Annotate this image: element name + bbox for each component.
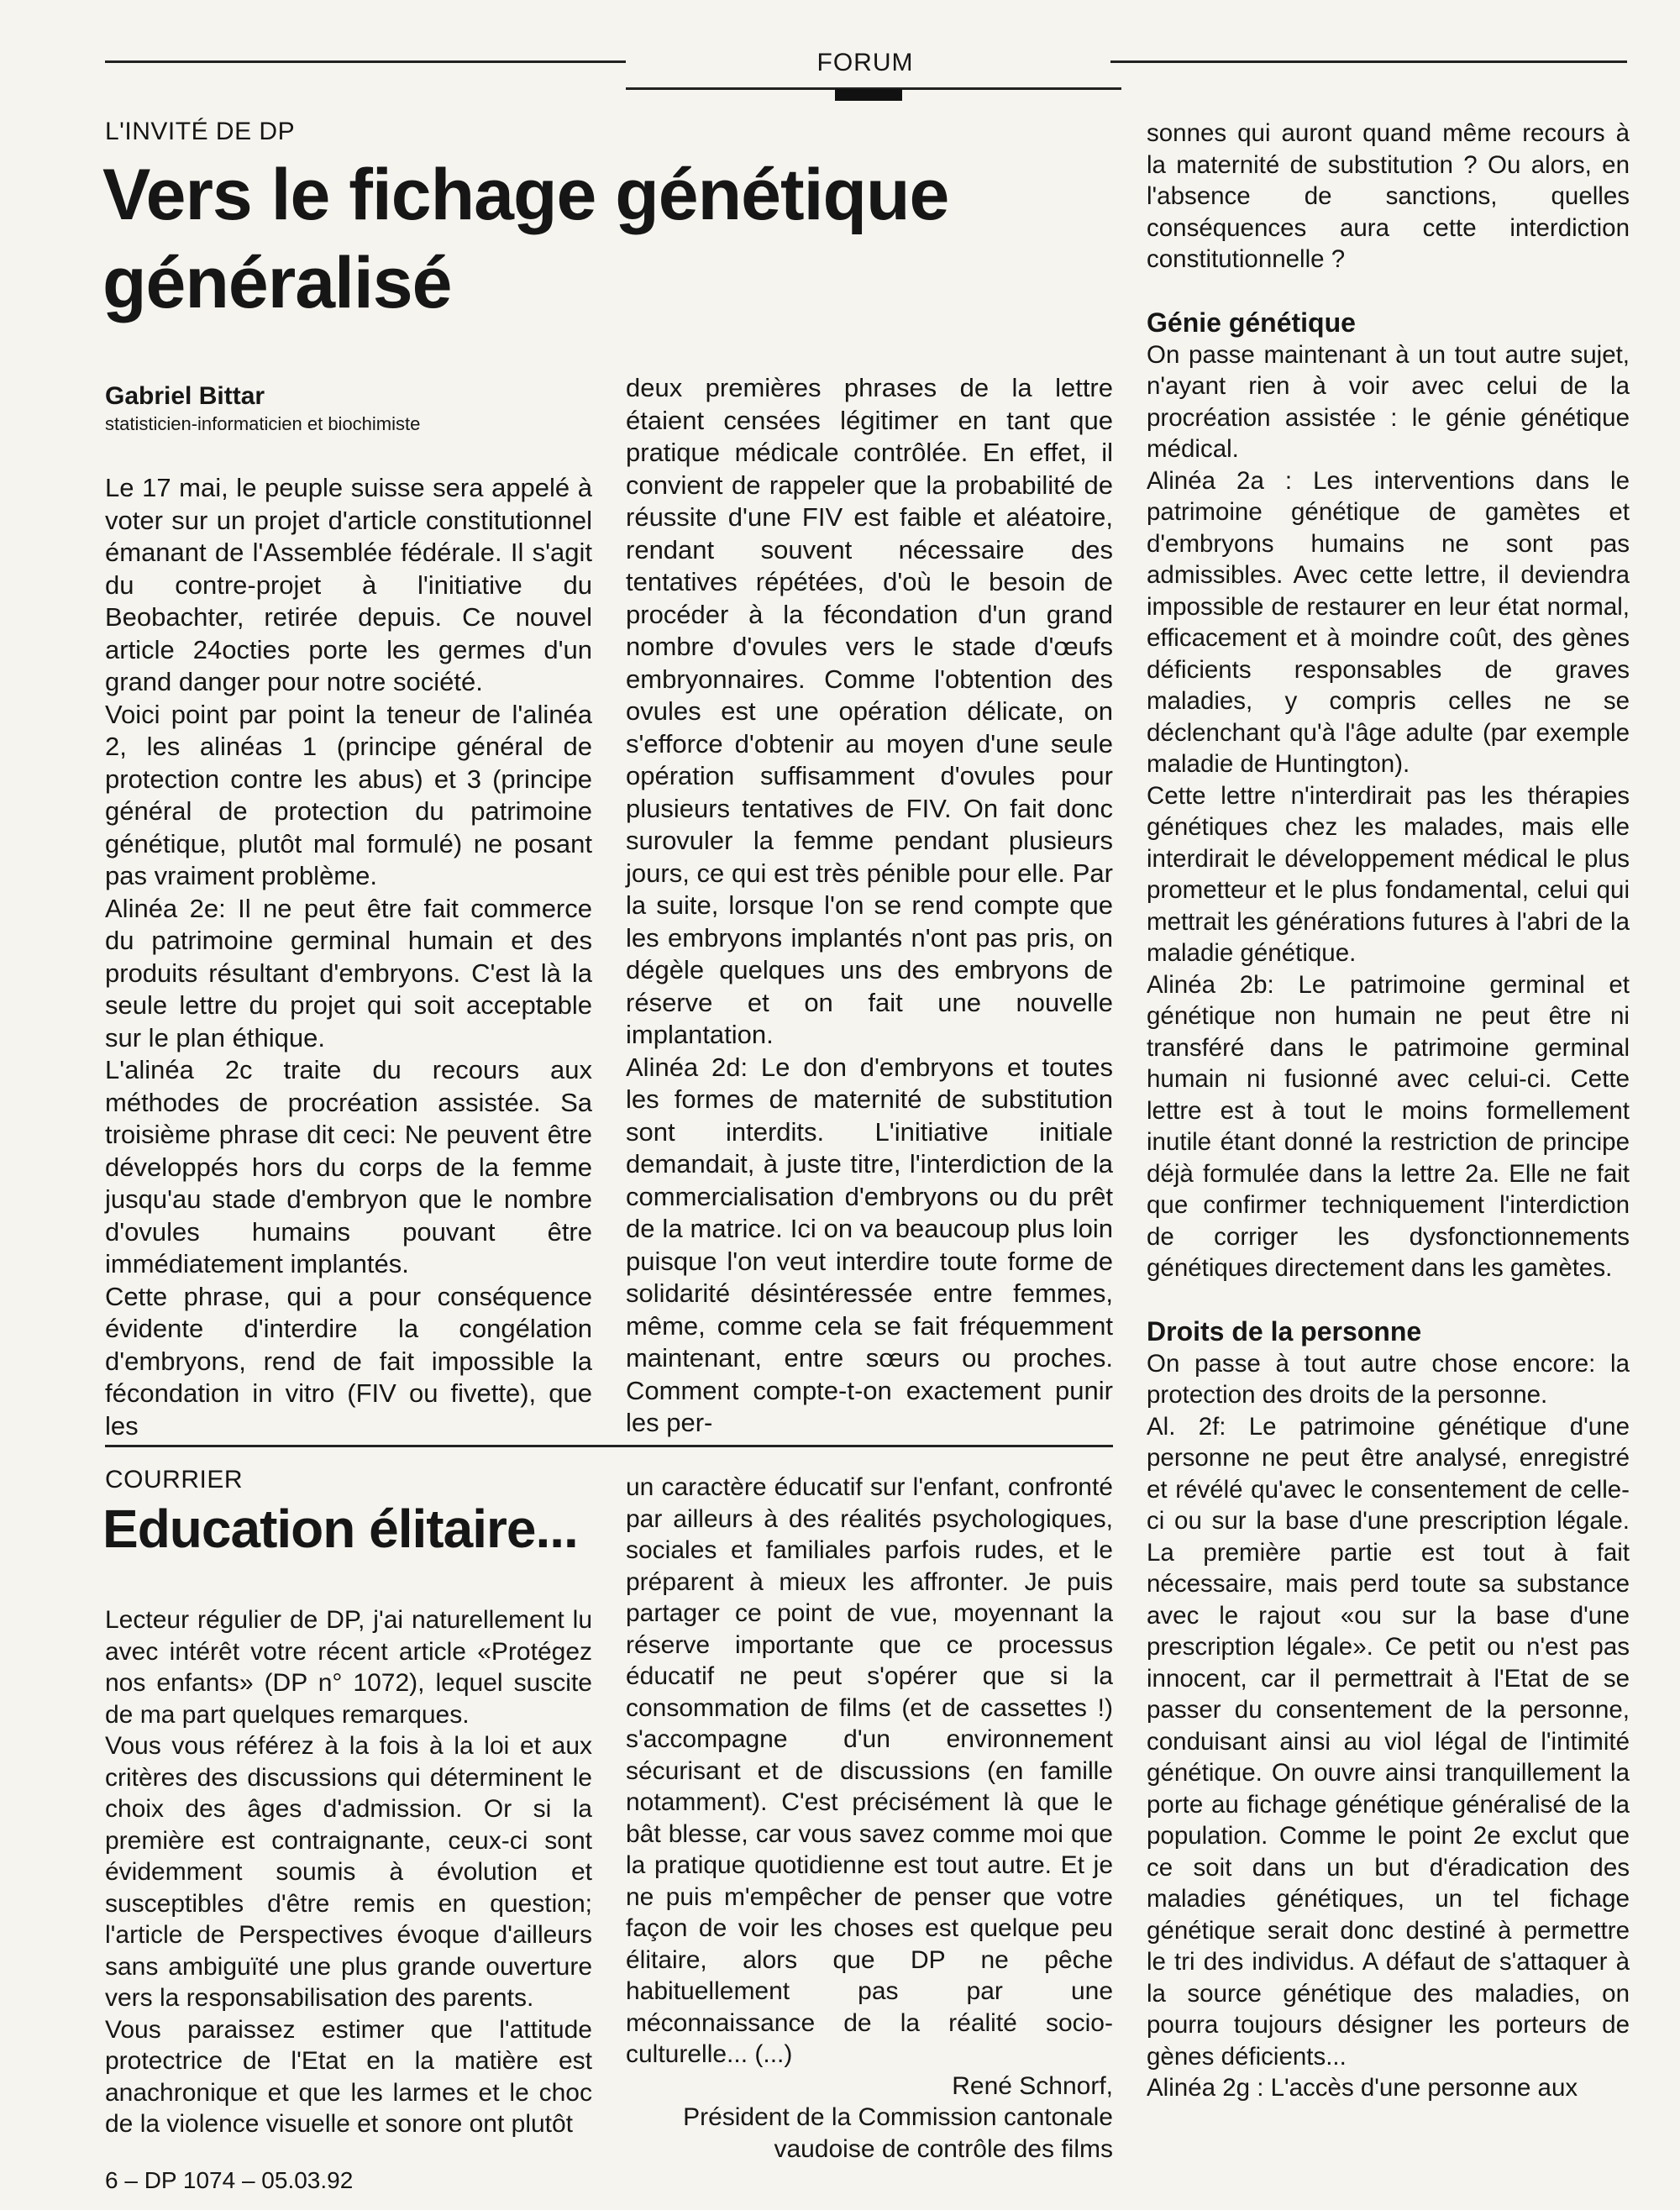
paragraph: deux premières phrases de la lettre étaient censées légitimer en tant que pratique médicale contrôlée. En effet, il convient de rappeler que la probabilité de réussite d'une FIV est faible et aléatoire, rendant souvent nécessaire des tentatives répétées, d'où le besoin de procéder à la fécondation d'un grand nombre d'ovules vers le stade d'œufs embryonnaires. Comme l'obtention des ovules est une opération délicate, on s'efforce d'obtenir au moyen d'une seule opération suffisamment d'ovules pour plusieurs tentatives de FIV. On fait donc surovuler la femme pendant plusieurs jours, ce qui est très pénible pour elle. Par la suite, lorsque l'on se rend compte que les embryons implantés n'ont pas pris, on dégèle quelques uns des embryons de réserve et on fait une nouvelle implantation. [626, 373, 1113, 1049]
paragraph: Cette phrase, qui a pour conséquence évidente d'interdire la congélation d'embryons, rend de fait impossible la fécondation in vitro (FIV ou fivette), que les [105, 1281, 592, 1441]
paragraph: un caractère éducatif sur l'enfant, confronté par ailleurs à des réalités psychologiques, sociales et familiales parfois rudes, et le préparent à mieux les affronter. Je puis partager ce point de vue, moyennant la réserve importante que ce processus éducatif ne peut s'opérer que si la consommation de films (et de cassettes !) s'accompagne d'un environnement sécurisant et de discussions (en famille notamment). C'est précisément là que le bât blesse, car vous savez comme moi que la pratique quotidienne est tout autre. Et je ne puis m'empêcher de penser que votre façon de voir les choses est quelque peu élitaire, alors que DP ne pêche habituellement pas par une méconnaissance de la réalité socio-culturelle... (...) [626, 1473, 1113, 2068]
article-title-line-1: Vers le fichage génétique [102, 155, 949, 235]
article2-column-2 [626, 1472, 1113, 2165]
paragraph: sonnes qui auront quand même recours à la maternité de substitution ? Ou alors, en l'absence de sanctions, quelles conséquences aura cette interdiction constitutionnelle ? [1147, 119, 1630, 273]
article-title [102, 151, 948, 328]
author-name: Gabriel Bittar [105, 382, 265, 410]
subheading-genie-genetique: Génie génétique [1147, 307, 1356, 338]
author-role: statisticien-informaticien et biochimiste [105, 413, 421, 434]
article-separator [105, 1445, 1113, 1447]
article1-column-2 [626, 372, 1113, 1440]
paragraph: Voici point par point la teneur de l'alinéa 2, les alinéas 1 (principe général de protection contre les abus) et 3 (principe général de protection du patrimoine génétique, plutôt mal formulé) ne posant pas vraiment problème. [105, 699, 592, 890]
section-label: FORUM [816, 49, 914, 76]
signature-name: René Schnorf, [952, 2071, 1113, 2100]
paragraph: Alinéa 2a : Les interventions dans le patrimoine génétique de gamètes et d'embryons humains ne sont pas admissibles. Avec cette lettre, il deviendra impossible de restaurer en leur état normal, efficacement et à moindre coût, des gènes déficients responsables de graves maladies, y compris celles ne se déclenchant qu'à l'âge adulte (par exemple maladie de Huntington). [1147, 466, 1630, 778]
page-footer: 6 – DP 1074 – 05.03.92 [105, 2167, 354, 2193]
paragraph: Alinéa 2e: Il ne peut être fait commerce du patrimoine germinal humain et des produits résultant d'embryons. C'est là la seule lettre du projet qui soit acceptable sur le plan éthique. [105, 893, 592, 1053]
article1-column-3 [1147, 118, 1630, 2104]
paragraph: Alinéa 2d: Le don d'embryons et toutes les formes de maternité de substitution sont interdits. L'initiative initiale demandait, à juste titre, l'interdiction de la commercialisation d'embryons ou du prêt de la matrice. Ici on va beaucoup plus loin puisque l'on veut interdire toute forme de solidarité désintéressée entre femmes, même, comme cela se fait fréquemment maintenant, entre sœurs ou proches. Comment compte-t-on exactement punir les per- [626, 1052, 1113, 1437]
paragraph: Cette lettre n'interdirait pas les thérapies génétiques chez les malades, mais elle interdirait le développement médical le plus prometteur et le plus fondamental, celui qui mettrait les générations futures à l'abri de la maladie génétique. [1147, 781, 1630, 967]
paragraph: L'alinéa 2c traite du recours aux méthodes de procréation assistée. Sa troisième phrase dit ceci: Ne peuvent être développés hors du corps de la femme jusqu'au stade d'embryon que le nombre d'ovules humains pouvant être immédiatement implantés. [105, 1055, 592, 1278]
article1-column-1 [105, 472, 592, 1442]
paragraph: Alinéa 2g : L'accès d'une personne aux [1147, 2074, 1578, 2102]
signature-title-line-2: vaudoise de contrôle des films [774, 2134, 1113, 2163]
signature-title-line-1: Président de la Commission cantonale [683, 2103, 1113, 2131]
paragraph: Vous vous référez à la fois à la loi et aux critères des discussions qui déterminent le choix des âges d'admission. Or si la première est contraignante, ceux-ci sont évidemment soumis à évolution et susceptibles d'être remis en question; l'article de Perspectives évoque d'ailleurs sans ambiguïté une plus grande ouverture vers la responsabilisation des parents. [105, 1732, 592, 2012]
article-kicker: L'INVITÉ DE DP [105, 118, 296, 145]
paragraph: On passe maintenant à un tout autre sujet, n'ayant rien à voir avec celui de la procréation assistée : le génie génétique médical. [1147, 340, 1630, 463]
paragraph: Alinéa 2b: Le patrimoine germinal et génétique non humain ne peut être ni transféré dans le patrimoine germinal humain ni fusionné avec celui-ci. Cette lettre est à tout le moins formellement inutile étant donné la restriction de principe déjà formulée dans la lettre 2a. Elle ne fait que confirmer techniquement l'interdiction de corriger les dysfonctionnements génétiques directement dans les gamètes. [1147, 970, 1630, 1282]
courrier-title: Education élitaire... [102, 1499, 578, 1559]
paragraph: Vous paraissez estimer que l'attitude protectrice de l'Etat en la matière est anachronique et que les larmes et le choc de la violence visuelle et sonore ont plutôt [105, 2015, 592, 2138]
paragraph: Lecteur régulier de DP, j'ai naturellement lu avec intérêt votre récent article «Protégez nos enfants» (DP n° 1072), lequel suscite de ma part quelques remarques. [105, 1606, 592, 1729]
article2-column-1 [105, 1604, 592, 2140]
courrier-kicker: COURRIER [105, 1466, 244, 1493]
subheading-droits-personne: Droits de la personne [1147, 1315, 1422, 1346]
paragraph: Le 17 mai, le peuple suisse sera appelé à voter sur un projet d'article constitutionnel émanant de l'Assemblée fédérale. Il s'agit du contre-projet à l'initiative du Beobachter, retirée depuis. Ce nouvel article 24octies porte les germes d'un grand danger pour notre société. [105, 473, 592, 696]
paragraph: On passe à tout autre chose encore: la protection des droits de la personne. [1147, 1349, 1630, 1409]
header-rule-right [1110, 60, 1627, 63]
article-title-line-2: généralisé [102, 243, 452, 323]
header-tab [835, 89, 902, 101]
paragraph: Al. 2f: Le patrimoine génétique d'une personne ne peut être analysé, enregistré et révélé qu'avec le consentement de celle-ci ou sur la base d'une prescription légale. La première partie est tout à fait nécessaire, mais perd toute sa substance avec le rajout «ou sur la base d'une prescription légale». Ce petit ou n'est pas innocent, car il permettrait à l'Etat de se passer du consentement de la personne, conduisant ainsi au viol légal de l'intimité génétique. On ouvre ainsi tranquillement la porte au fichage génétique généralisé de la population. Comme le point 2e exclut que ce soit dans un but d'éradication des maladies génétiques, un tel fichage génétique serait donc destiné à permettre le tri des individus. A défaut de s'attaquer à la source génétique des maladies, on pourra toujours désigner les porteurs de gènes déficients... [1147, 1412, 1630, 2071]
header-rule-left [105, 60, 626, 63]
